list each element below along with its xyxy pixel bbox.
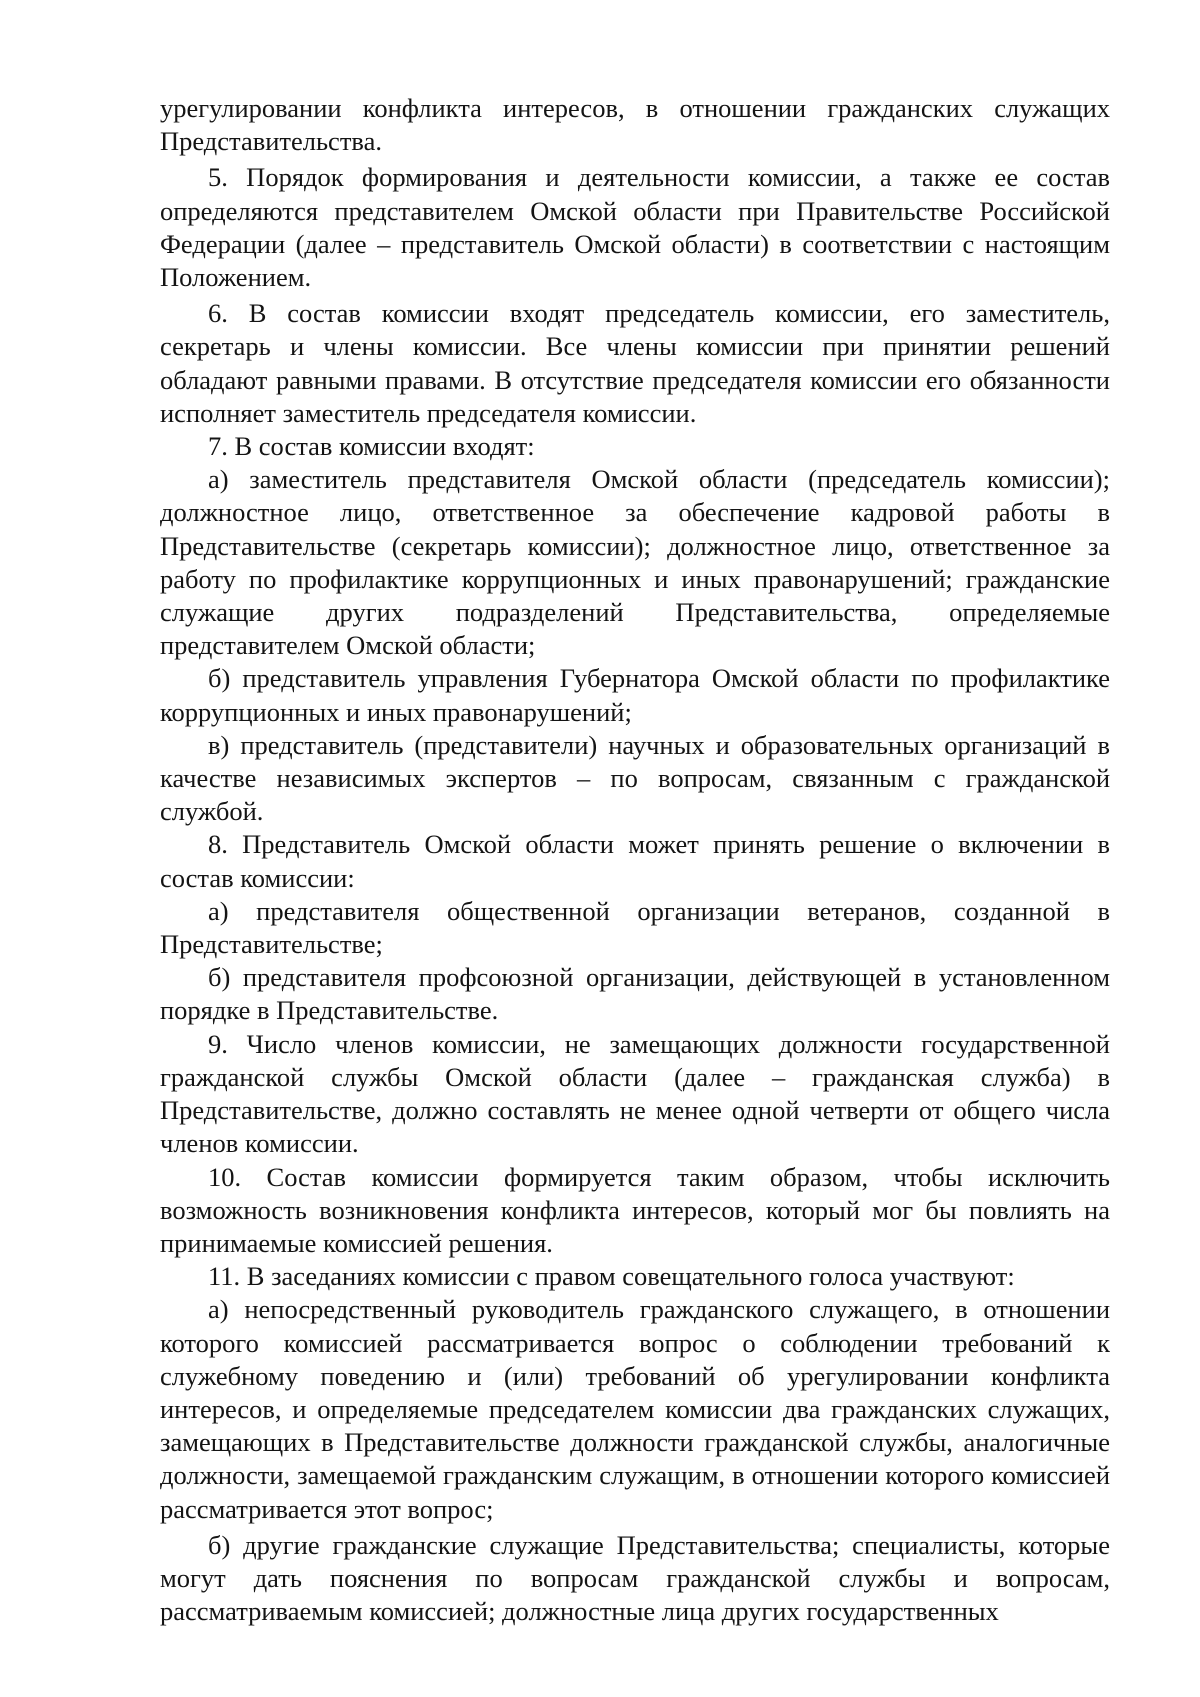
paragraph-11a: а) непосредственный руководитель гражданского служащего, в отношении которого комиссией рассматривается вопрос о соблюдении требований к служебному поведению и (или) требований об урегулировании конфликта интересов, и определяемые председателем комиссии два гражданских служащих, замещающих в Представительстве должности гражданской службы, аналогичные должности, замещаемой гражданским служащим, в отношении которого комиссией рассматривается этот вопрос; [160,1294,1110,1524]
paragraph-7a: а) заместитель представителя Омской области (председатель комиссии); должностное лицо, ответственное за обеспечение кадровой работы в Представительстве (секретарь комиссии); должностное лицо, ответственное за работу по профилактике коррупционных и иных правонарушений; гражданские служащие других подразделений Представительства, определяемые представителем Омской области; [160,464,1110,661]
paragraph-8b: б) представителя профсоюзной организации, действующей в установленном порядке в Представительстве. [160,962,1110,1026]
paragraph-6: 6. В состав комиссии входят председатель комиссии, его заместитель, секретарь и члены комиссии. Все члены комиссии при принятии решений обладают равными правами. В отсутствие председателя комиссии его обязанности исполняет заместитель председателя комиссии. [160,298,1110,428]
paragraph-11: 11. В заседаниях комиссии с правом совещательного голоса участвуют: [208,1261,1015,1292]
paragraph-7b: б) представитель управления Губернатора Омской области по профилактике коррупционных и иных правонарушений; [160,663,1110,727]
paragraph-8: 8. Представитель Омской области может принять решение о включении в состав комиссии: [160,829,1110,893]
paragraph-10: 10. Состав комиссии формируется таким образом, чтобы исключить возможность возникновения конфликта интересов, который мог бы повлиять на принимаемые комиссией решения. [160,1161,1110,1258]
document-body [160,92,1110,1628]
paragraph-5: 5. Порядок формирования и деятельности комиссии, а также ее состав определяются представителем Омской области при Правительстве Российской Федерации (далее – представитель Омской области) в соответствии с настоящим Положением. [160,162,1110,293]
paragraph-7: 7. В состав комиссии входят: [208,431,535,462]
paragraph-continuation: урегулировании конфликта интересов, в отношении гражданских служащих Представительства. [160,93,1110,157]
paragraph-11b: б) другие гражданские служащие Представительства; специалисты, которые могут дать пояснения по вопросам гражданской службы и вопросам, рассматриваемым комиссией; должностные лица других государственных [160,1529,1110,1627]
paragraph-9: 9. Число членов комиссии, не замещающих должности государственной гражданской службы Омской области (далее – гражданская служба) в Представительстве, должно составлять не менее одной четверти от общего числа членов комиссии. [160,1028,1110,1159]
paragraph-8a: а) представителя общественной организации ветеранов, созданной в Представительстве; [160,895,1110,960]
paragraph-7v: в) представитель (представители) научных и образовательных организаций в качестве независимых экспертов – по вопросам, связанным с гражданской службой. [160,729,1110,827]
